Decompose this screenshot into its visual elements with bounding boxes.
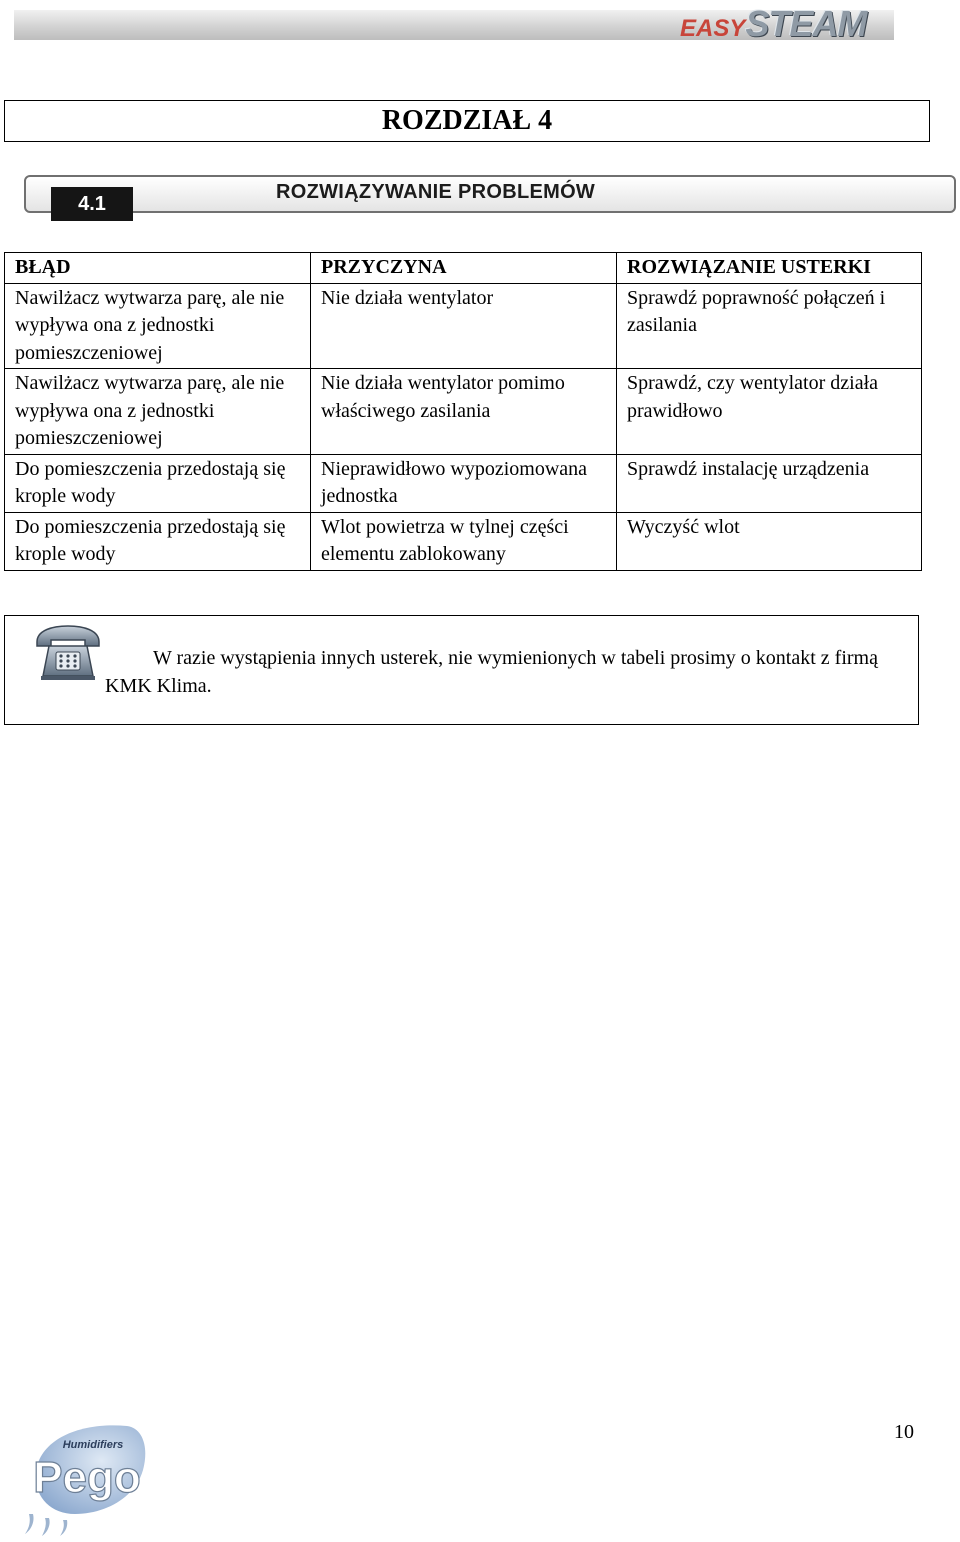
table-row (5, 283, 922, 369)
section-title: ROZWIĄZYWANIE PROBLEMÓW (276, 181, 596, 203)
cell-solution: Sprawdź, czy wentylator działa prawidłowo (617, 369, 922, 455)
telephone-icon (33, 624, 103, 682)
section-banner (24, 175, 956, 213)
logo-steam-text: STEAM (745, 3, 867, 44)
table-row (5, 454, 922, 512)
cell-solution: Sprawdź instalację urządzenia (617, 454, 922, 512)
page-number: 10 (894, 1421, 914, 1443)
easysteam-logo (680, 4, 866, 44)
cell-cause: Nie działa wentylator (311, 283, 617, 369)
table-row (5, 369, 922, 455)
table-row (5, 512, 922, 570)
pego-logo-tagline: Humidifiers (62, 1439, 124, 1451)
contact-note-box (4, 615, 919, 725)
cell-error: Do pomieszczenia przedostają się krople wody (5, 512, 311, 570)
cell-solution: Wyczyść wlot (617, 512, 922, 570)
contact-note-text: W razie wystąpienia innych usterek, nie wymienionych w tabeli prosimy o kontakt z firmą KMK Klima. (105, 647, 878, 697)
cell-error: Do pomieszczenia przedostają się krople wody (5, 454, 311, 512)
chapter-title: ROZDZIAŁ 4 (381, 105, 553, 136)
pego-logo (15, 1418, 155, 1538)
header-error: BŁĄD (5, 253, 311, 284)
section-number-badge: 4.1 (51, 187, 133, 221)
chapter-heading-box (4, 100, 930, 142)
table-header-row (5, 253, 922, 284)
cell-solution: Sprawdź poprawność połączeń i zasilania (617, 283, 922, 369)
cell-error: Nawilżacz wytwarza parę, ale nie wypływa ona z jednostki pomieszczeniowej (5, 283, 311, 369)
logo-easy-text: EASY (680, 15, 746, 42)
pego-logo-wordmark: Pego (33, 1453, 141, 1502)
cell-cause: Nie działa wentylator pomimo właściwego zasilania (311, 369, 617, 455)
cell-cause: Wlot powietrza w tylnej części elementu zablokowany (311, 512, 617, 570)
header-solution: ROZWIĄZANIE USTERKI (617, 253, 922, 284)
header-cause: PRZYCZYNA (311, 253, 617, 284)
cell-cause: Nieprawidłowo wypoziomowana jednostka (311, 454, 617, 512)
troubleshooting-table (4, 252, 922, 571)
cell-error: Nawilżacz wytwarza parę, ale nie wypływa ona z jednostki pomieszczeniowej (5, 369, 311, 455)
